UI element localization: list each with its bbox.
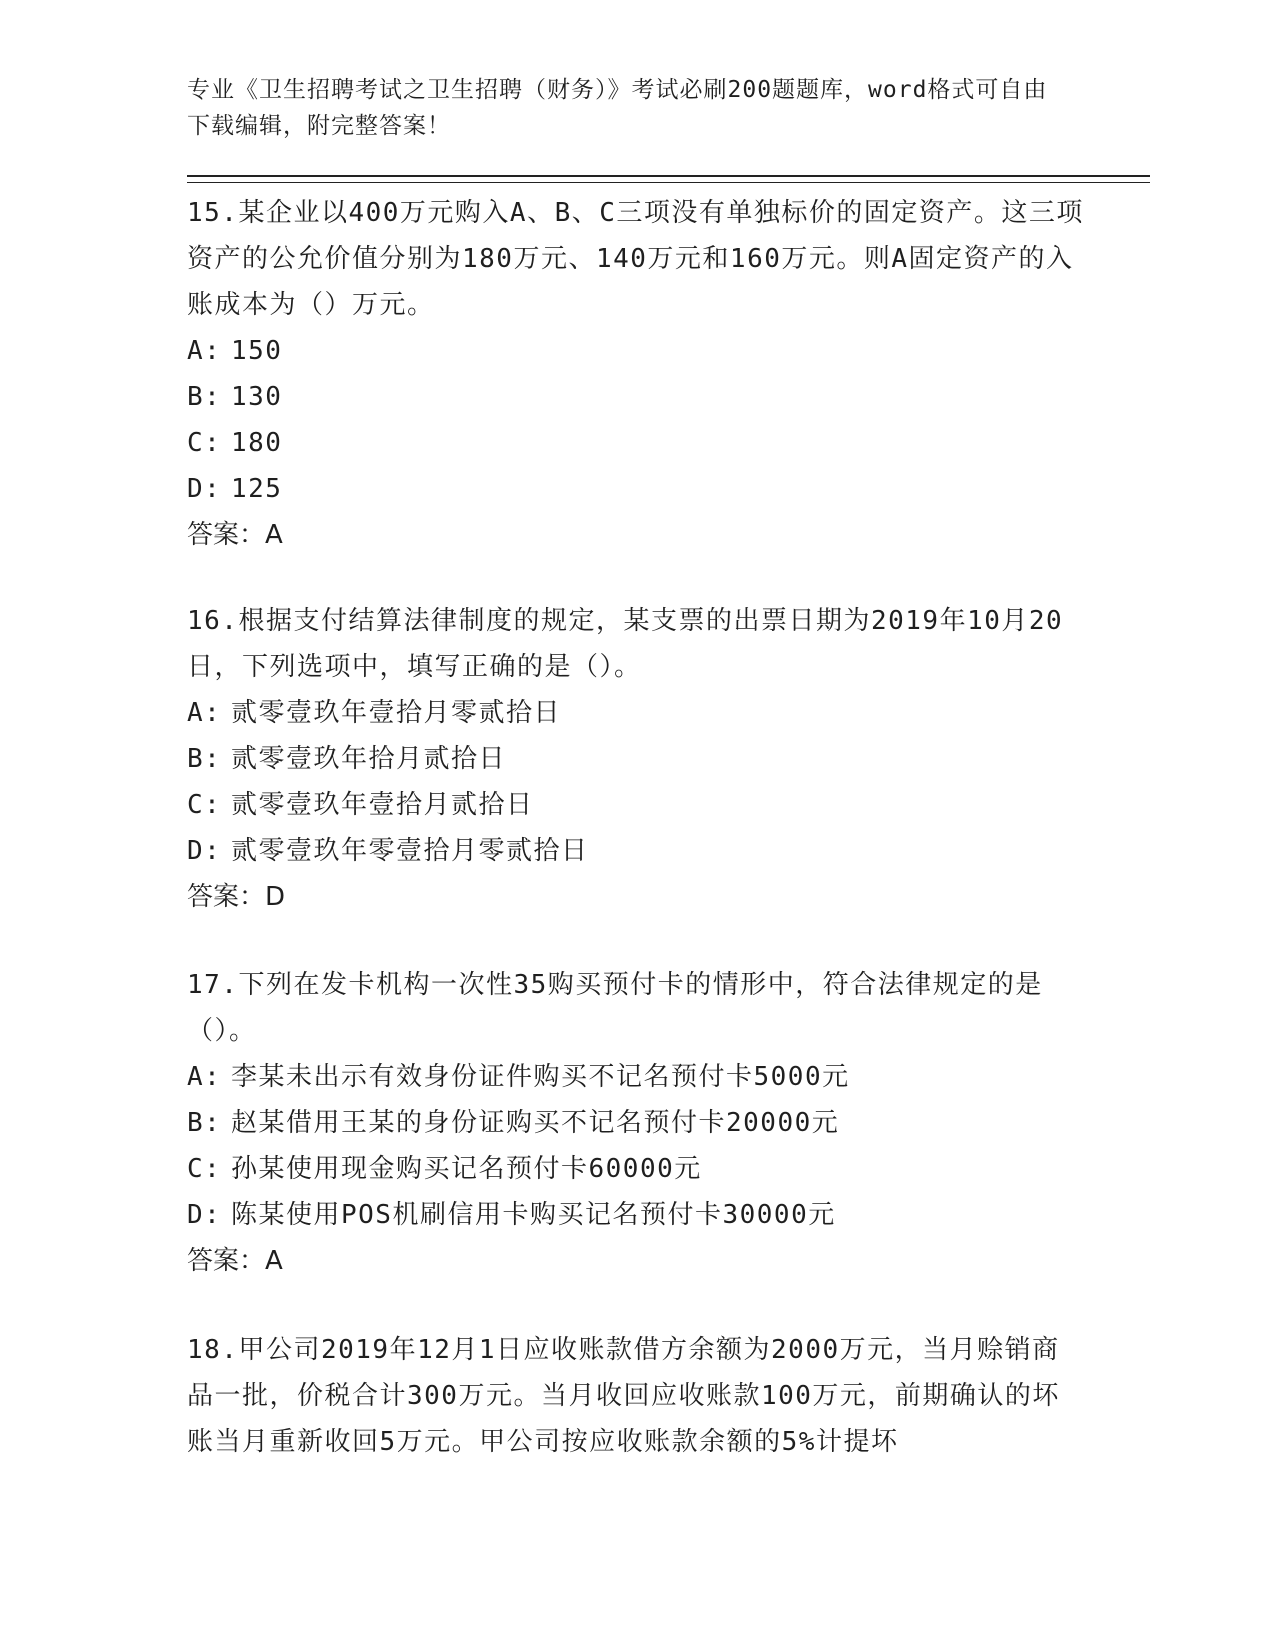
option-text: 130: [231, 382, 283, 412]
option-a: [187, 690, 1087, 736]
question-18: [187, 1327, 1087, 1465]
option-text: 李某未出示有效身份证件购买不记名预付卡5000元: [231, 1062, 850, 1092]
option-text: 贰零壹玖年零壹拾月零贰拾日: [231, 836, 589, 866]
option-text: 125: [231, 474, 283, 504]
option-letter: A:: [187, 698, 222, 728]
header-divider-thin: [187, 182, 1150, 183]
question-text: 16.根据支付结算法律制度的规定，某支票的出票日期为2019年10月20日，下列选项中，填写正确的是（）。: [187, 606, 1064, 682]
question-text: 15.某企业以400万元购入A、B、C三项没有单独标价的固定资产。这三项资产的公允价值分别为180万元、140万元和160万元。则A固定资产的入账成本为（）万元。: [187, 198, 1084, 320]
header-divider: [187, 175, 1150, 177]
option-a: [187, 1054, 1087, 1100]
option-d: [187, 466, 1087, 512]
answer: 答案：D: [187, 882, 286, 912]
option-text: 陈某使用POS机刷信用卡购买记名预付卡30000元: [231, 1200, 836, 1230]
question-text: 18.甲公司2019年12月1日应收账款借方余额为2000万元，当月赊销商品一批，价税合计300万元。当月收回应收账款100万元，前期确认的坏账当月重新收回5万元。甲公司按应收账款余额的5%计提坏: [187, 1335, 1060, 1457]
option-letter: D:: [187, 836, 222, 866]
option-letter: B:: [187, 744, 222, 774]
question-16: [187, 598, 1087, 920]
option-text: 孙某使用现金购买记名预付卡60000元: [231, 1154, 702, 1184]
option-letter: D:: [187, 1200, 222, 1230]
option-b: [187, 374, 1087, 420]
option-c: [187, 1146, 1087, 1192]
option-text: 贰零壹玖年壹拾月零贰拾日: [231, 698, 562, 728]
option-letter: D:: [187, 474, 222, 504]
option-letter: C:: [187, 428, 222, 458]
option-text: 180: [231, 428, 283, 458]
option-letter: A:: [187, 1062, 222, 1092]
question-17: [187, 962, 1087, 1284]
answer: 答案：A: [187, 520, 283, 550]
option-b: [187, 736, 1087, 782]
option-a: [187, 328, 1087, 374]
document-header: 专业《卫生招聘考试之卫生招聘（财务）》考试必刷200题题库，word格式可自由下载编辑，附完整答案！: [187, 77, 1048, 139]
option-text: 赵某借用王某的身份证购买不记名预付卡20000元: [231, 1108, 840, 1138]
option-b: [187, 1100, 1087, 1146]
option-letter: B:: [187, 1108, 222, 1138]
option-text: 150: [231, 336, 283, 366]
option-c: [187, 782, 1087, 828]
option-letter: C:: [187, 1154, 222, 1184]
option-d: [187, 828, 1087, 874]
question-text: 17.下列在发卡机构一次性35购买预付卡的情形中，符合法律规定的是（）。: [187, 970, 1043, 1046]
option-text: 贰零壹玖年拾月贰拾日: [231, 744, 507, 774]
option-letter: C:: [187, 790, 222, 820]
option-c: [187, 420, 1087, 466]
option-text: 贰零壹玖年壹拾月贰拾日: [231, 790, 534, 820]
question-15: [187, 190, 1087, 558]
answer: 答案：A: [187, 1246, 283, 1276]
option-letter: A:: [187, 336, 222, 366]
option-letter: B:: [187, 382, 222, 412]
option-d: [187, 1192, 1087, 1238]
